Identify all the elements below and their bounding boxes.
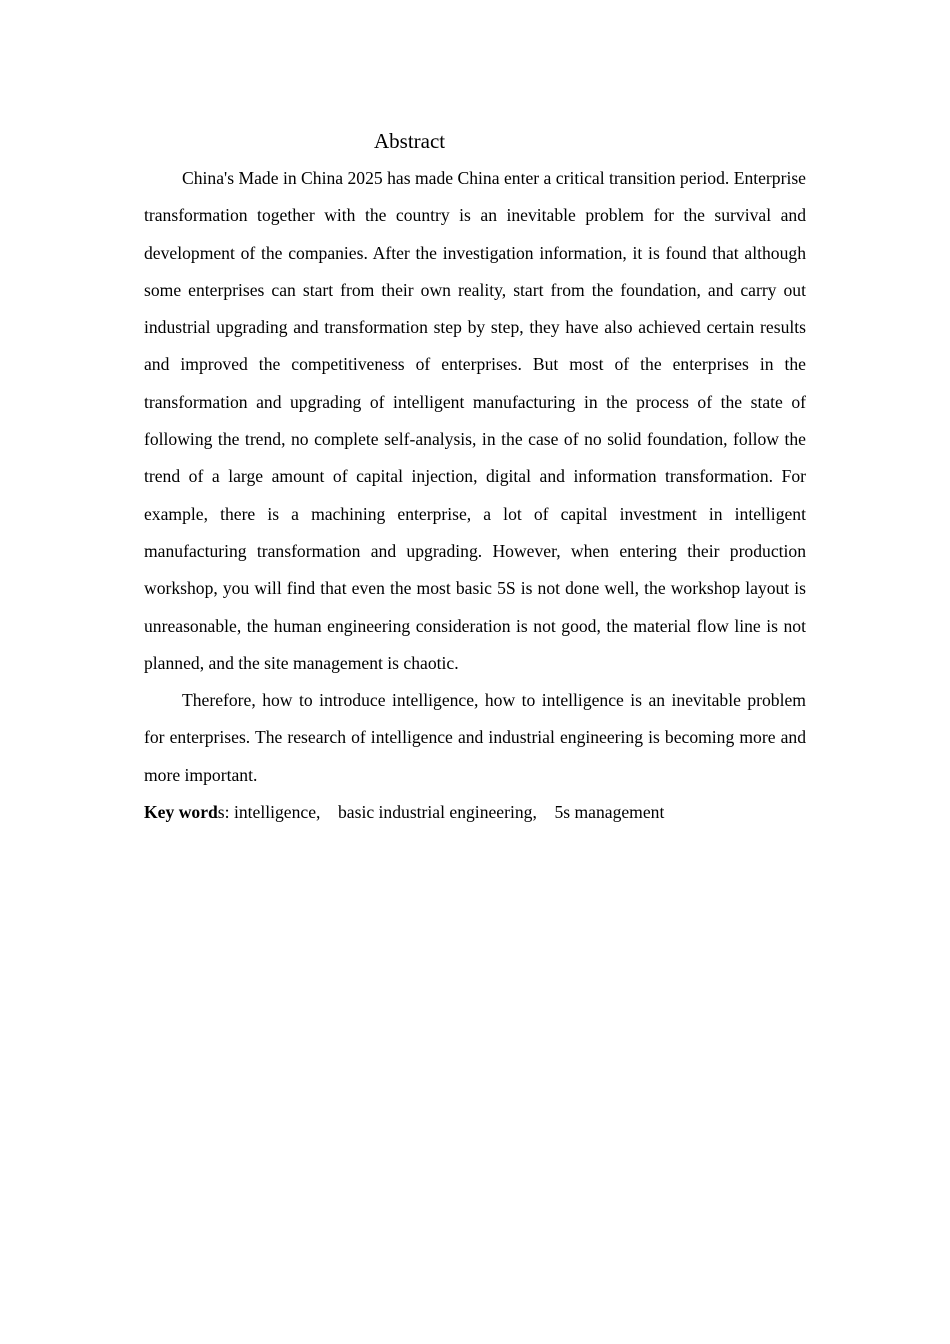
abstract-heading: Abstract xyxy=(374,129,446,153)
keywords-items: intelligence, basic industrial engineering, 5s management xyxy=(233,802,665,823)
keywords-label-bold: Key word xyxy=(144,802,218,823)
abstract-paragraph-2: Therefore, how to introduce intelligence, how to intelligence is an inevitable problem for enterprises. The research of intelligence and industrial engineering is becoming more and more important. xyxy=(144,690,806,785)
keywords-line xyxy=(144,794,806,831)
keywords-label-rest: s: xyxy=(217,802,234,823)
abstract-section xyxy=(144,124,806,831)
abstract-paragraph-1: China's Made in China 2025 has made China enter a critical transition period. Enterprise transformation together with the country is an inevitable problem for the survival and development of the companies. After the investigation information, it is found that although some enterprises can start from their own reality, start from the foundation, and carry out industrial upgrading and transformation step by step, they have also achieved certain results and improved the competitiveness of enterprises. But most of the enterprises in the transformation and upgrading of intelligent manufacturing in the process of the state of following the trend, no complete self-analysis, in the case of no solid foundation, follow the trend of a large amount of capital injection, digital and information transformation. For example, there is a machining enterprise, a lot of capital investment in intelligent manufacturing transformation and upgrading. However, when entering their production workshop, you will find that even the most basic 5S is not done well, the workshop layout is unreasonable, the human engineering consideration is not good, the material flow line is not planned, and the site management is chaotic. xyxy=(144,168,806,673)
